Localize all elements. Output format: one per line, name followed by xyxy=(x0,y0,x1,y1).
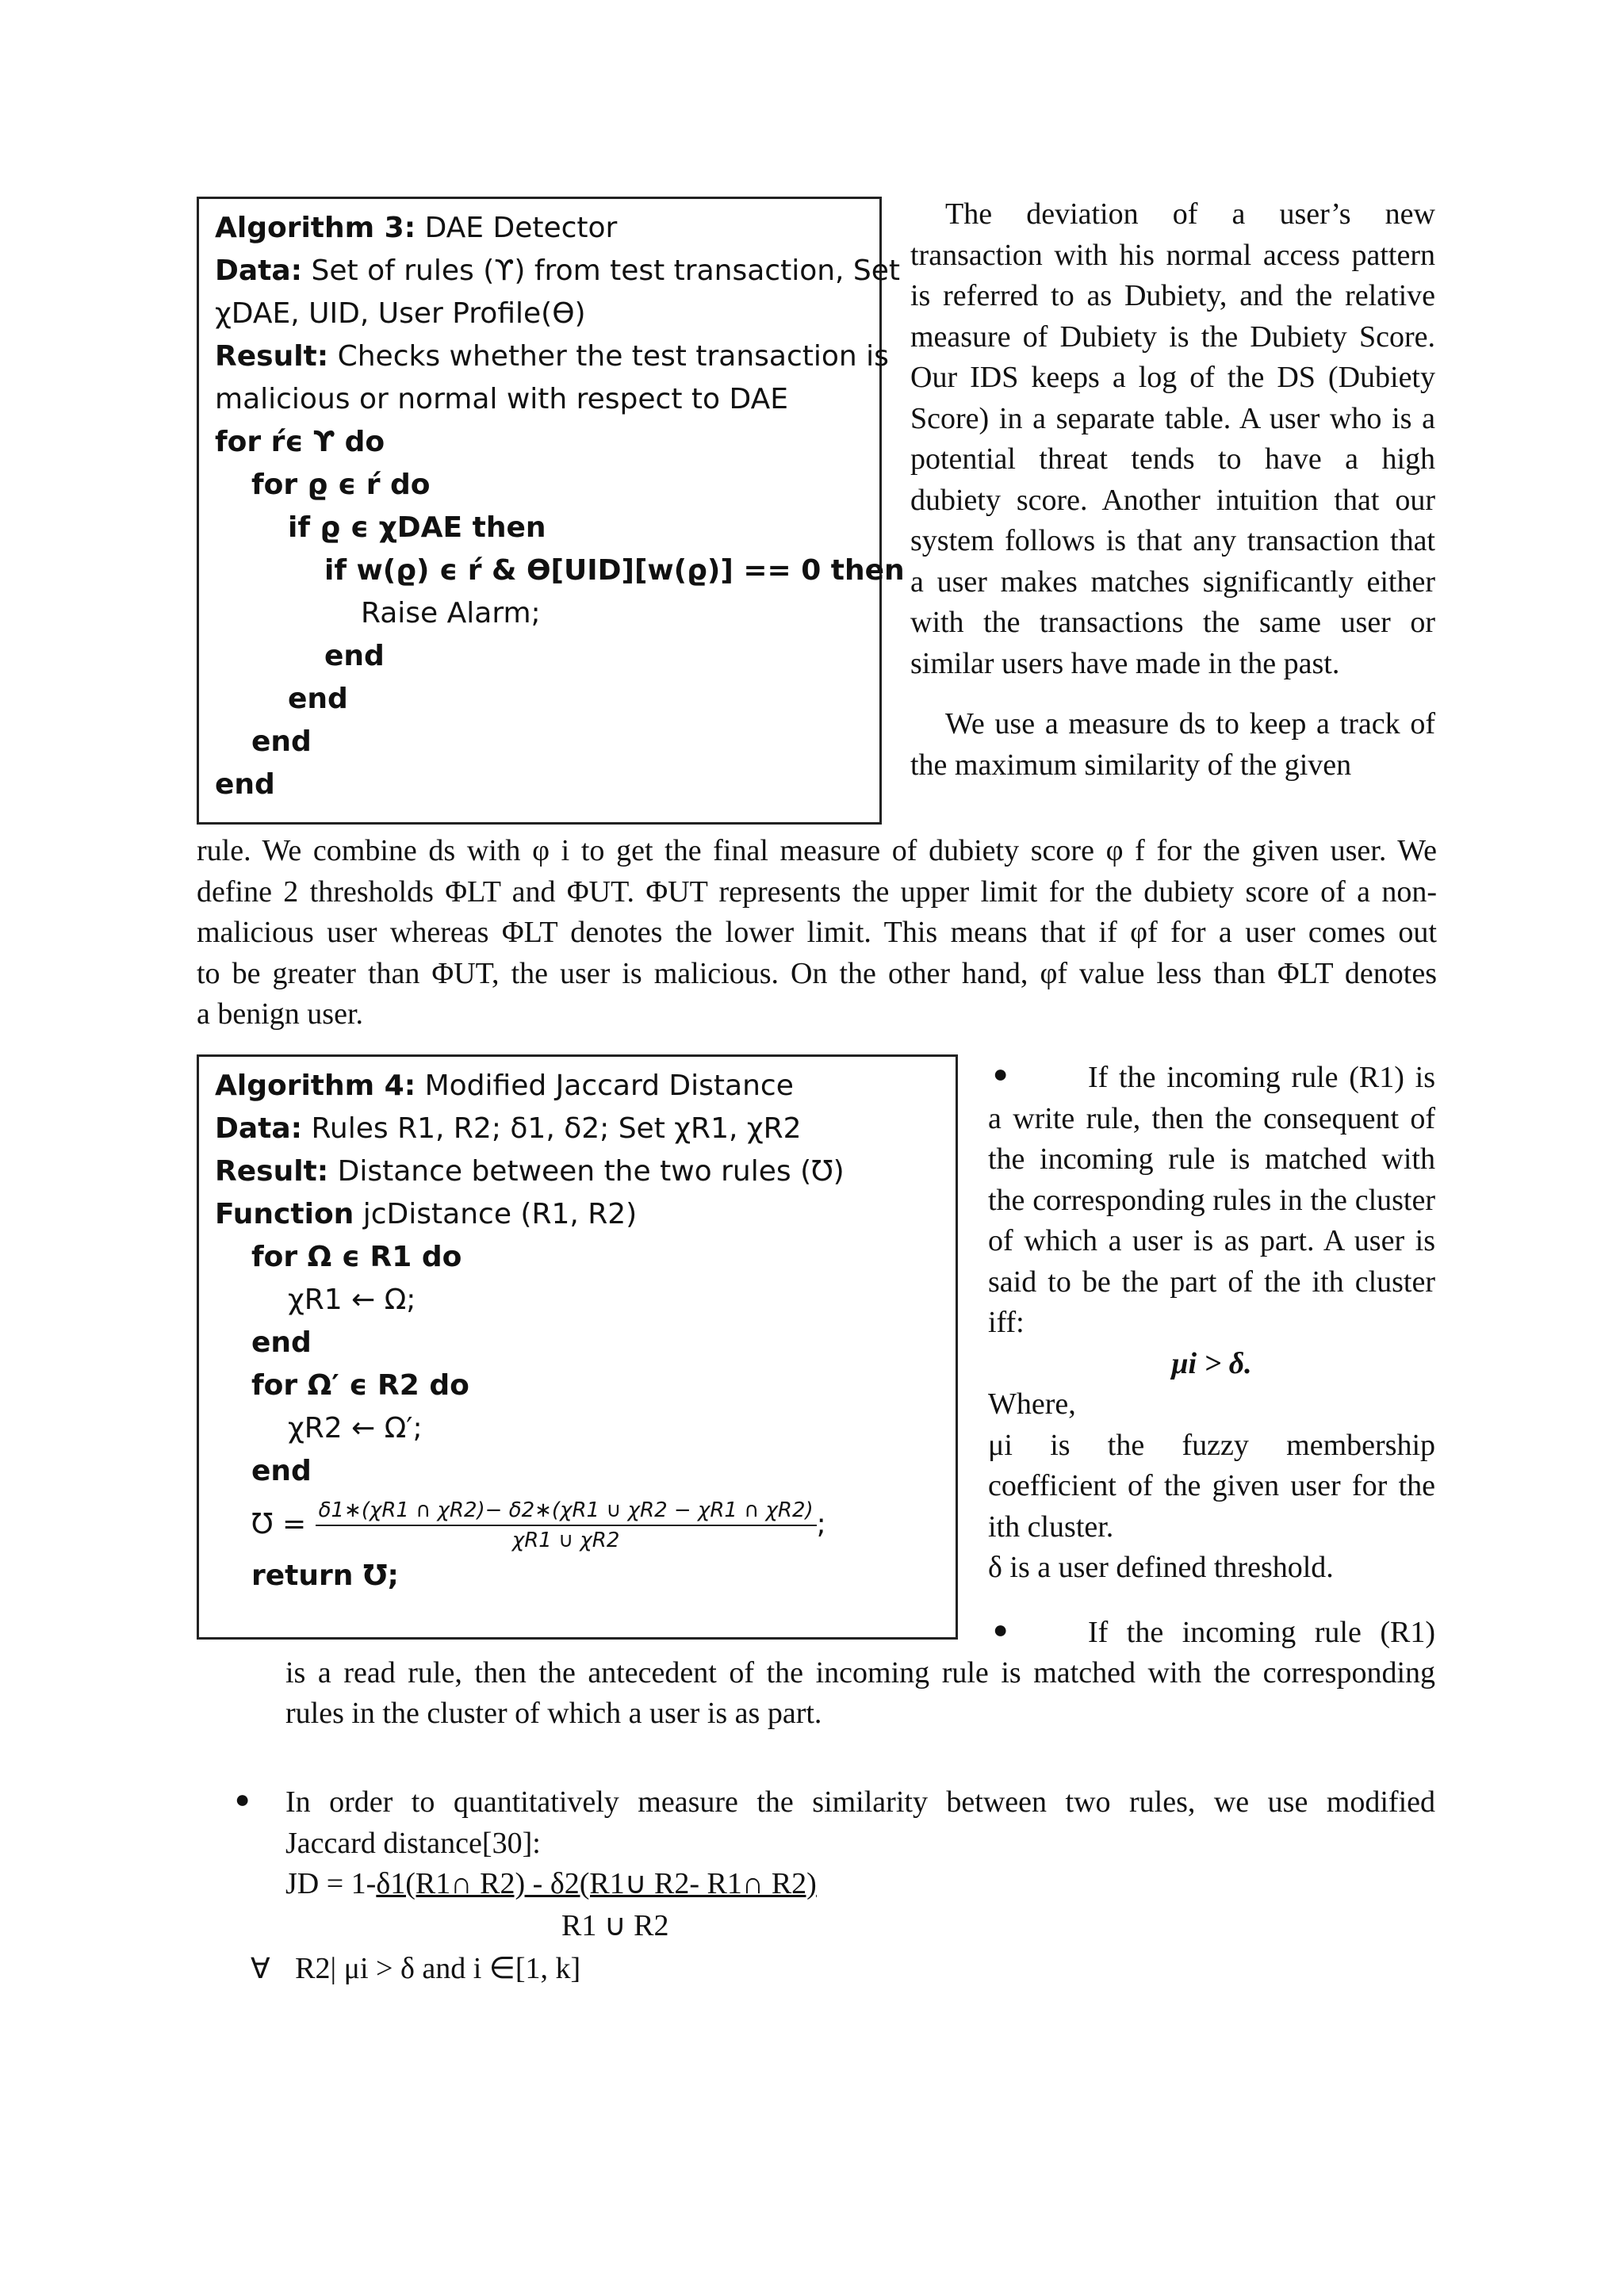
algorithm-3-result: Result: Checks whether the test transaction is xyxy=(215,340,889,373)
jaccard-formula xyxy=(285,1864,817,1905)
formula-numerator: δ1(R1∩ R2) - δ2(R1∪ R2- R1∩ R2) xyxy=(376,1867,817,1900)
right-column-text-1 xyxy=(910,194,1435,786)
forall-text: R2| μi > δ and i ∈[1, k] xyxy=(295,1952,581,1985)
full-width-paragraph xyxy=(197,831,1437,994)
algorithm-4-for-1: for Ω ϵ R1 do xyxy=(251,1241,462,1273)
algorithm-3-if-inner: if w(ϱ) ϵ ŕ & ϴ[UID][w(ϱ)] == 0 then xyxy=(324,554,905,587)
algorithm-4-result: Result: Distance between the two rules (Ʊ) xyxy=(215,1155,845,1188)
algorithm-3-end: end xyxy=(251,725,312,758)
membership-condition: μi > δ. xyxy=(1171,1346,1252,1380)
algorithm-3-title: Algorithm 3: DAE Detector xyxy=(215,212,618,244)
bullet-jaccard-line1: In order to quantitatively measure the similarity between two rules, we use modified xyxy=(285,1785,1435,1819)
algorithm-3-if-outer: if ϱ ϵ χDAE then xyxy=(288,511,546,544)
paragraph-line: to be greater than ΦUT, the user is malicious. On the other hand, φf value less than ΦLT denotes xyxy=(197,956,1437,990)
forall-condition xyxy=(251,1949,580,1990)
algorithm-4-data: Data: Rules R1, R2; δ1, δ2; Set χR1, χR2 xyxy=(215,1112,802,1145)
paragraph-line: rule. We combine ds with φ i to get the final measure of dubiety score φ f for the given user. We xyxy=(197,834,1437,867)
paragraph-line: a benign user. xyxy=(197,997,364,1031)
algorithm-3-end: end xyxy=(215,768,275,801)
formula-lhs: Ʊ = xyxy=(251,1508,307,1540)
formula-semicolon: ; xyxy=(816,1508,826,1540)
bullet-jaccard-line2: Jaccard distance[30]: xyxy=(285,1827,541,1860)
where-label: Where, xyxy=(988,1387,1076,1421)
algorithm-3-end: end xyxy=(288,683,348,715)
algorithm-4-assign-1: χR1 ← Ω; xyxy=(288,1284,416,1316)
paragraph-measure-ds: We use a measure ds to keep a track of the maximum similarity of the given xyxy=(910,707,1435,782)
paragraph-line: define 2 thresholds ΦLT and ΦUT. ΦUT represents the upper limit for the dubiety score of a non- xyxy=(197,874,1437,909)
bullet-icon: ● xyxy=(993,1059,1009,1088)
delta-definition: δ is a user defined threshold. xyxy=(988,1551,1334,1584)
formula-numerator: δ1∗(χR1 ∩ χR2)− δ2∗(χR1 ∪ χR2 − χR1 ∩ χR2) xyxy=(316,1496,817,1526)
paragraph-dubiety: The deviation of a user’s new transaction with his normal access pattern is referred to as Dubiety, and the relative measure of Dubiety is the Dubiety Score. Our IDS keeps a log of the DS (Dubiety Score) in a separate table. A user who is a potential threat tends to have a high dubiety score. Another intuition that our system follows is that any transaction that a user makes matches significantly either with the transactions the same user or similar users have made in the past. xyxy=(910,197,1435,680)
bullet-icon: ● xyxy=(235,1785,251,1813)
algorithm-3-data-cont: χDAE, UID, User Profile(ϴ) xyxy=(215,297,586,330)
algorithm-4-title: Algorithm 4: Modified Jaccard Distance xyxy=(215,1070,794,1102)
algorithm-3-for-inner: for ϱ ϵ ŕ do xyxy=(251,469,431,501)
algorithm-3-end: end xyxy=(324,640,385,672)
algorithm-3-result-cont: malicious or normal with respect to DAE xyxy=(215,383,788,415)
formula-fraction xyxy=(316,1496,817,1555)
algorithm-3-raise-alarm: Raise Alarm; xyxy=(361,597,541,629)
algorithm-4-assign-2: χR2 ← Ω′; xyxy=(288,1412,423,1445)
algorithm-4-box xyxy=(197,1054,958,1640)
algorithm-3-data: Data: Set of rules (ϒ) from test transaction, Set xyxy=(215,254,901,287)
mu-definition: μi is the fuzzy membership coefficient of the given user for the ith cluster. xyxy=(988,1428,1435,1544)
algorithm-4-formula xyxy=(215,1496,940,1555)
bullet-read-rule-line: is a read rule, then the antecedent of the incoming rule is matched with the corresponding xyxy=(285,1656,1435,1689)
right-column-text-2 xyxy=(988,1058,1435,1589)
algorithm-4-function: Function jcDistance (R1, R2) xyxy=(215,1198,638,1230)
paragraph-line: malicious user whereas ΦLT denotes the lower limit. This means that if φf for a user comes out xyxy=(197,916,1437,949)
forall-symbol: ∀ xyxy=(251,1953,270,1985)
formula-denominator: R1 ∪ R2 xyxy=(561,1909,669,1942)
algorithm-4-return: return Ʊ; xyxy=(251,1559,399,1592)
bullet-read-rule-line: rules in the cluster of which a user is as part. xyxy=(285,1697,822,1730)
bullet-write-rule: If the incoming rule (R1) is a write rule, then the consequent of the incoming rule is matched with the corresponding rules in the cluster of which a user is as part. A user is said to be the part of the ith cluster iff: xyxy=(988,1061,1435,1339)
bullet-read-rule-start: If the incoming rule (R1) xyxy=(1088,1616,1435,1649)
algorithm-4-end: end xyxy=(251,1455,312,1487)
algorithm-4-for-2: for Ω′ ϵ R2 do xyxy=(251,1369,469,1402)
formula-prefix: JD = 1- xyxy=(285,1867,377,1900)
algorithm-4-end: end xyxy=(251,1326,312,1359)
algorithm-3-for-outer: for ŕϵ ϒ do xyxy=(215,426,385,458)
bullet-icon: ● xyxy=(993,1615,1009,1644)
algorithm-3-box xyxy=(197,197,905,825)
formula-denominator: χR1 ∪ χR2 xyxy=(511,1529,620,1552)
